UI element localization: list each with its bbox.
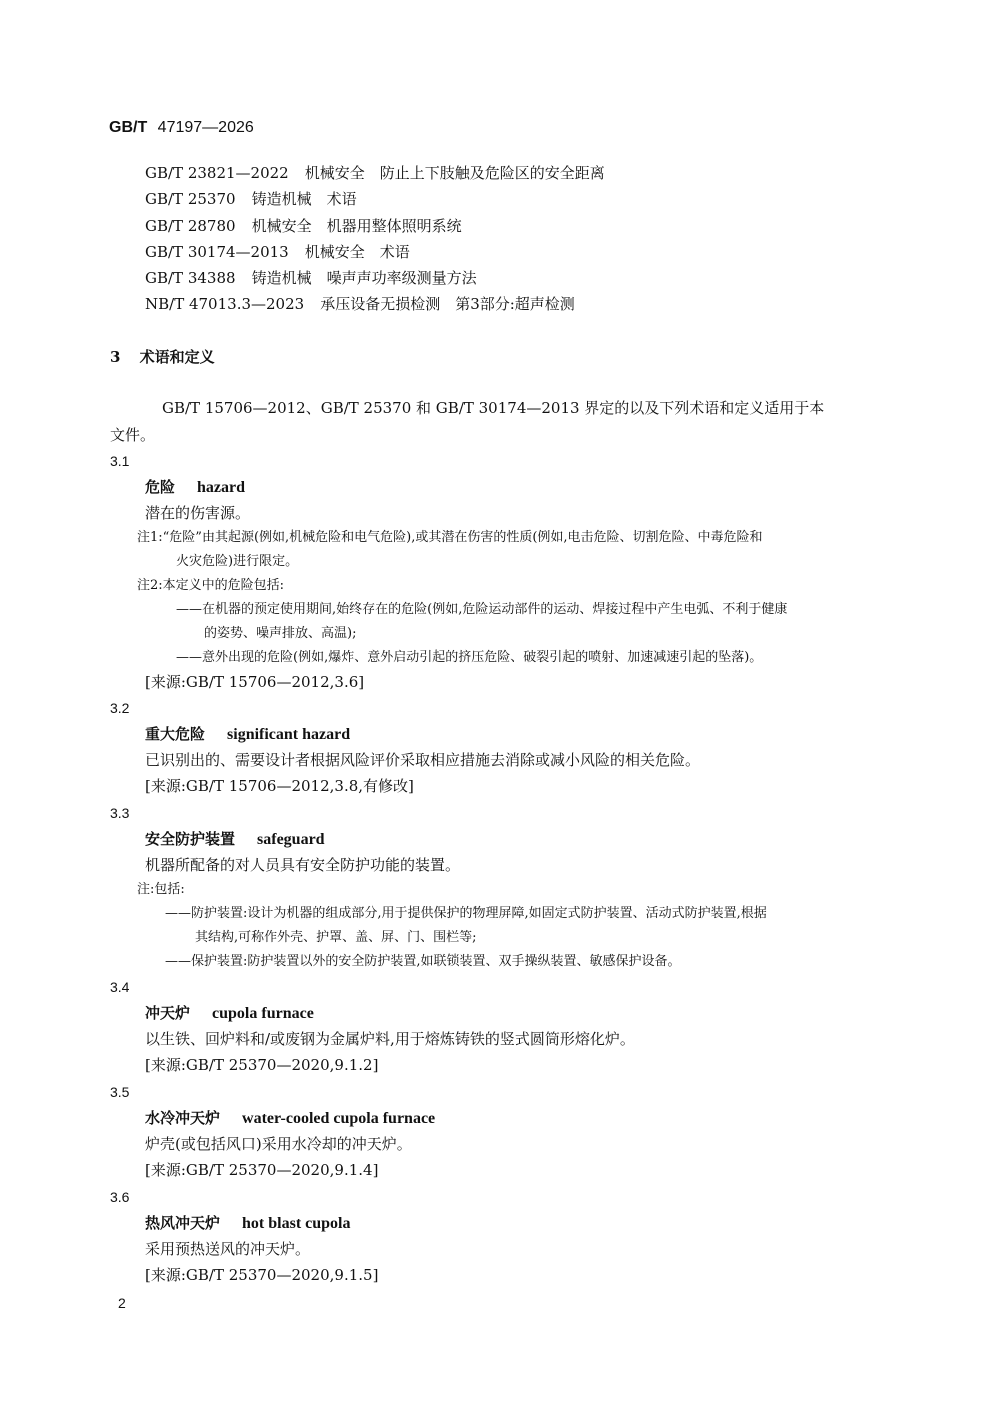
note-list-item-cont: 的姿势、噪声排放、高温); bbox=[204, 626, 357, 641]
term-number: 3.4 bbox=[110, 979, 130, 995]
term-english: water-cooled cupola furnace bbox=[242, 1110, 436, 1127]
section-heading bbox=[110, 347, 215, 367]
section-number: 3 bbox=[110, 348, 121, 366]
reference-title: 机械安全 防止上下肢触及危险区的安全距离 bbox=[304, 164, 605, 182]
reference-item bbox=[145, 163, 605, 183]
reference-item bbox=[145, 189, 357, 209]
term-definition: 采用预热送风的冲天炉。 bbox=[145, 1240, 311, 1258]
reference-code: GB/T 34388 bbox=[145, 269, 236, 287]
reference-code: GB/T 28780 bbox=[145, 217, 236, 235]
term-number: 3.3 bbox=[110, 805, 130, 821]
term-number: 3.6 bbox=[110, 1189, 130, 1205]
term-chinese: 水冷冲天炉 bbox=[145, 1109, 221, 1127]
term-heading bbox=[145, 829, 325, 850]
term-heading bbox=[145, 477, 245, 498]
note-line: 注1:“危险”由其起源(例如,机械危险和电气危险),或其潜在伤害的性质(例如,电击危险、切割危险、中毒危险和 bbox=[137, 530, 763, 545]
term-english: significant hazard bbox=[227, 726, 351, 743]
term-chinese: 重大危险 bbox=[145, 725, 206, 743]
page-number: 2 bbox=[118, 1295, 126, 1311]
term-definition: 潜在的伤害源。 bbox=[145, 504, 251, 522]
term-chinese: 危险 bbox=[145, 478, 176, 496]
term-heading bbox=[145, 1213, 350, 1234]
term-definition: 已识别出的、需要设计者根据风险评价采取相应措施去消除或减小风险的相关危险。 bbox=[145, 751, 701, 769]
reference-code: NB/T 47013.3—2023 bbox=[145, 295, 305, 313]
note-line: 火灾危险)进行限定。 bbox=[176, 554, 299, 569]
note-list-item: ——保护装置:防护装置以外的安全防护装置,如联锁装置、双手操纵装置、敏感保护设备。 bbox=[165, 954, 681, 969]
standard-code: GB/T bbox=[109, 119, 148, 136]
term-source: [来源:GB/T 15706—2012,3.6] bbox=[145, 673, 365, 691]
reference-title: 机械安全 机器用整体照明系统 bbox=[251, 217, 462, 235]
term-english: hot blast cupola bbox=[242, 1215, 351, 1232]
term-definition: 炉壳(或包括风口)采用水冷却的冲天炉。 bbox=[145, 1135, 412, 1153]
reference-item bbox=[145, 242, 410, 262]
term-chinese: 热风冲天炉 bbox=[145, 1214, 221, 1232]
term-english: safeguard bbox=[257, 831, 325, 848]
term-heading bbox=[145, 724, 350, 745]
reference-title: 机械安全 术语 bbox=[304, 243, 410, 261]
term-number: 3.5 bbox=[110, 1084, 130, 1100]
term-number: 3.2 bbox=[110, 700, 130, 716]
reference-code: GB/T 25370 bbox=[145, 190, 236, 208]
reference-title: 铸造机械 术语 bbox=[251, 190, 357, 208]
note-list-item: ——防护装置:设计为机器的组成部分,用于提供保护的物理屏障,如固定式防护装置、活动式防护装置,根据 bbox=[165, 906, 767, 921]
term-source: [来源:GB/T 25370—2020,9.1.5] bbox=[145, 1266, 379, 1284]
term-chinese: 安全防护装置 bbox=[145, 830, 236, 848]
term-heading bbox=[145, 1108, 435, 1129]
term-heading bbox=[145, 1003, 314, 1024]
term-definition: 以生铁、回炉料和/或废钢为金属炉料,用于熔炼铸铁的竖式圆筒形熔化炉。 bbox=[145, 1030, 635, 1048]
reference-item bbox=[145, 268, 477, 288]
note-list-item-cont: 其结构,可称作外壳、护罩、盖、屏、门、围栏等; bbox=[195, 930, 477, 945]
term-definition: 机器所配备的对人员具有安全防护功能的装置。 bbox=[145, 856, 461, 874]
intro-line-2: 文件。 bbox=[110, 426, 156, 444]
intro-line-1: GB/T 15706—2012、GB/T 25370 和 GB/T 30174—2013 界定的以及下列术语和定义适用于本 bbox=[162, 399, 825, 417]
note-line: 注:包括: bbox=[137, 882, 185, 897]
reference-title: 承压设备无损检测 第3部分:超声检测 bbox=[320, 295, 575, 313]
reference-item bbox=[145, 294, 575, 314]
term-source: [来源:GB/T 15706—2012,3.8,有修改] bbox=[145, 777, 414, 795]
reference-code: GB/T 23821—2022 bbox=[145, 164, 289, 182]
term-english: cupola furnace bbox=[212, 1005, 314, 1022]
term-source: [来源:GB/T 25370—2020,9.1.2] bbox=[145, 1056, 379, 1074]
standard-number: 47197—2026 bbox=[157, 119, 254, 136]
term-chinese: 冲天炉 bbox=[145, 1004, 191, 1022]
term-source: [来源:GB/T 25370—2020,9.1.4] bbox=[145, 1161, 379, 1179]
section-title: 术语和定义 bbox=[139, 348, 215, 366]
note-line: 注2:本定义中的危险包括: bbox=[137, 578, 285, 593]
term-english: hazard bbox=[197, 479, 246, 496]
reference-item bbox=[145, 216, 462, 236]
note-list-item: ——意外出现的危险(例如,爆炸、意外启动引起的挤压危险、破裂引起的喷射、加速减速引起的坠落)。 bbox=[176, 650, 763, 665]
term-number: 3.1 bbox=[110, 453, 130, 469]
note-list-item: ——在机器的预定使用期间,始终存在的危险(例如,危险运动部件的运动、焊接过程中产生电弧、不利于健康 bbox=[176, 602, 788, 617]
document-header bbox=[109, 118, 254, 138]
reference-title: 铸造机械 噪声声功率级测量方法 bbox=[251, 269, 477, 287]
reference-code: GB/T 30174—2013 bbox=[145, 243, 289, 261]
